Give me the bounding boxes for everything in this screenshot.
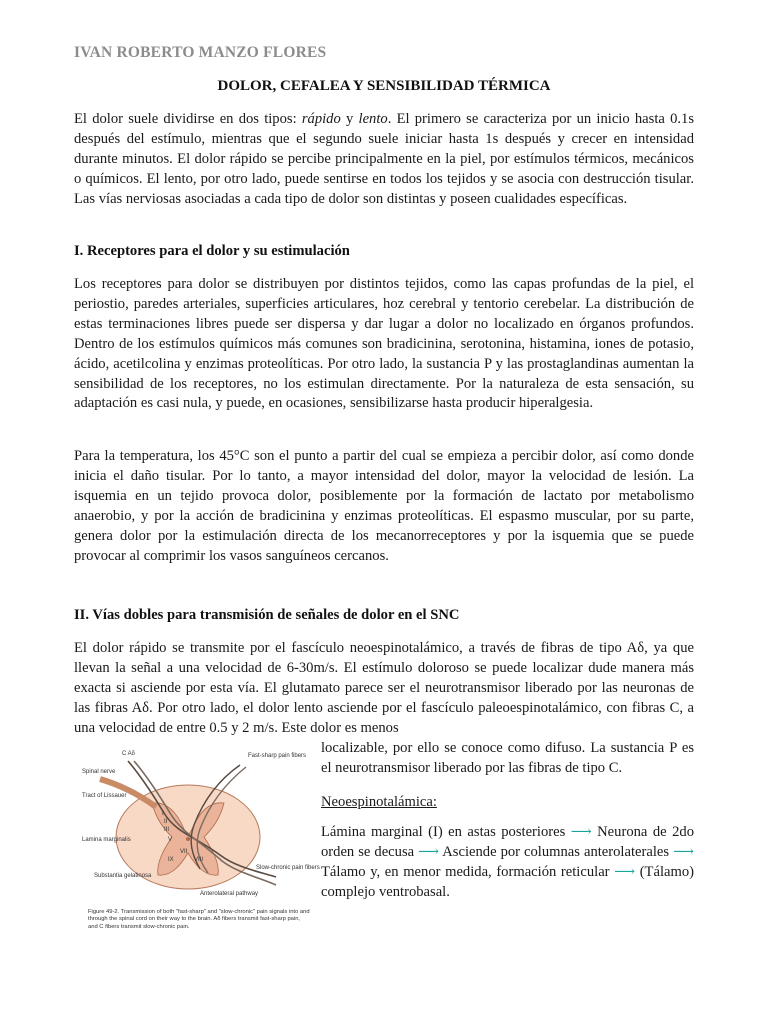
pathway-step-4: Tálamo y, en menor medida, formación reticular: [321, 863, 615, 880]
section-1-heading: I. Receptores para el dolor y su estimulación: [74, 243, 350, 259]
lamina-VII-label: VII: [180, 849, 188, 855]
document-title: DOLOR, CEFALEA Y SENSIBILIDAD TÉRMICA: [217, 78, 551, 94]
pathway-step-5: (Tálamo) complejo ventrobasal.: [321, 863, 694, 900]
section-2-paragraph-1-continued: localizable, por ello se conoce como difuso. La sustancia P es el neurotransmisor liberado por las fibras de tipo C.: [321, 740, 694, 776]
tract-lissauer-label: Tract of Lissauer: [82, 793, 127, 799]
section-1-paragraph-1: Los receptores para dolor se distribuyen por distintos tejidos, como las capas profundas de la piel, el periostio, paredes arteriales, superficies articulares, hoz cerebral y tentorio cerebelar. La distribución de estas terminaciones libres puede ser dispersa y dar lugar a dolor no localizado en órganos profundos. Dentro de los estímulos químicos más comunes son bradicinina, serotonina, histamina, iones de potasio, ácido, acetilcolina y enzimas proteolíticas. Por otro lado, la sustancia P y las prostaglandinas aumentan la sensibilidad de los receptores, no los estimulan directamente. Por la naturaleza de esta sensación, su adaptación es casi nula, y puede, en ocasiones, sensibilizarse hasta producir hiperalgesia.: [74, 276, 694, 412]
arrow-icon: ⟶: [673, 843, 694, 860]
lamina-IX-label: IX: [168, 857, 174, 863]
pathway-step-1: Lámina marginal (I) en astas posteriores: [321, 824, 571, 840]
arrow-icon: ⟶: [418, 843, 440, 860]
intro-y: y: [340, 111, 359, 127]
neoespinotalamica-subheading: Neoespinotalámica:: [321, 794, 437, 810]
pathway-step-3: Asciende por columnas anterolaterales: [439, 843, 674, 860]
arrow-icon: ⟶: [570, 824, 592, 840]
figure-caption: Figure 49-2. Transmission of both "fast-sharp" and "slow-chronic" pain signals into and through the spinal cord on their way to the brain. Aδ fibers transmit fast-sharp pain, and C fibers transmit slow-chronic pain.: [88, 909, 310, 930]
lamina-VIII-label: VIII: [194, 857, 204, 863]
section-2-heading: II. Vías dobles para transmisión de señales de dolor en el SNC: [74, 607, 460, 623]
lamina-I-label: I: [162, 811, 164, 817]
spinal-cord-figure: [80, 745, 320, 949]
arrow-icon: ⟶: [614, 863, 636, 880]
lamina-II-label: II: [164, 819, 168, 825]
spinal-cord-diagram: [80, 745, 320, 907]
anterolateral-label: Anterolateral pathway: [200, 891, 259, 897]
pathway-description: [321, 823, 694, 903]
lamina-marginalis-label: Lamina marginalis: [82, 837, 131, 843]
intro-lento: lento: [358, 111, 388, 127]
slow-fibers-label: Slow-chronic pain fibers: [256, 865, 320, 871]
section-2-paragraph-1: El dolor rápido se transmite por el fascículo neoespinotalámico, a través de fibras de tipo Aδ, ya que llevan la señal a una velocidad de 6-30m/s. El estímulo doloroso se puede localizar dude manera más exacta si asciende por esta vía. El glutamato parece ser el neurotransmisor liberado por las neuronas de las fibras Aδ. Por otro lado, el dolor lento asciende por el fascículo paleoespinotalámico, con fibras C, a una velocidad de entre 0.5 y 2 m/s. Este dolor es menos: [74, 640, 694, 736]
lamina-III-label: III: [164, 827, 170, 833]
section-1-paragraph-2: Para la temperatura, los 45°C son el punto a partir del cual se empieza a percibir dolor, así como donde inicia el daño tisular. Por lo tanto, a mayor intensidad del dolor, mayor la velocidad de lesión. La isquemia en un tejido provoca dolor, posiblemente por la formación de lactato por metabolismo anaerobio, y por la acción de bradicinina y enzimas proteolíticas. El espasmo muscular, por su parte, genera dolor por la estimulación directa de los mecanorreceptores y por la isquemia que se puede provocar al comprimir los vasos sanguíneos cercanos.: [74, 448, 694, 564]
intro-text-1: El dolor suele dividirse en dos tipos:: [74, 111, 302, 127]
central-canal: [186, 837, 190, 841]
fast-fibers-label: Fast-sharp pain fibers: [248, 753, 307, 759]
spinal-nerve-label: Spinal nerve: [82, 769, 116, 775]
pathway-step-2: Neurona de 2do orden se decusa: [321, 824, 694, 860]
lamina-V-label: V: [168, 837, 173, 843]
author-name: IVAN ROBERTO MANZO FLORES: [74, 44, 327, 61]
intro-text-2: . El primero se caracteriza por un inicio hasta 0.1s después del estímulo, mientras que el segundo suele iniciar hasta 1s después y crecer en intensidad durante minutos. El dolor rápido se percibe principalmente en la piel, por estímulos térmicos, mecánicos o químicos. El lento, por otro lado, puede sentirse en todos los tejidos y se asocia con destrucción tisular. Las vías nerviosas asociadas a cada tipo de dolor son distintas y poseen cualidades específicas.: [74, 111, 695, 207]
intro-rapido: rápido: [301, 111, 341, 127]
intro-paragraph: [74, 110, 694, 210]
substantia-gelatinosa-label: Substantia gelatinosa: [94, 873, 152, 879]
c-ad-label: C Aδ: [122, 751, 136, 757]
